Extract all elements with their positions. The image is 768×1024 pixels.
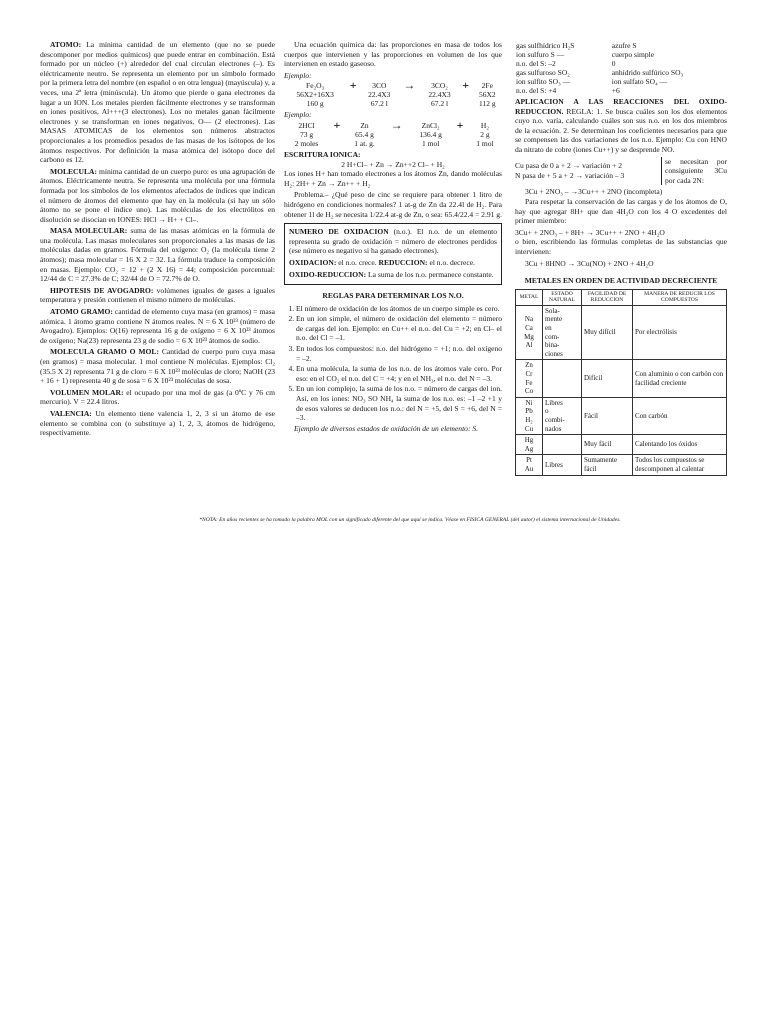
box-oxido-reduccion: OXIDO-REDUCCION: La suma de los n.o. permanece constante. bbox=[289, 269, 494, 279]
variation-block bbox=[515, 157, 727, 186]
variation-brace: se necesitan por consiguiente 3Cu por cada 2N: bbox=[661, 157, 727, 186]
equation-cell: 22.4X3 bbox=[428, 90, 451, 100]
ionica-equation: 2 H+Cl– + Zn → Zn++2 Cl– + H₂ bbox=[341, 159, 445, 169]
ionica-text: Los iones H+ han tomado electrones a los átomos Zn, dando moléculas H₂: 2H+ + Zn → Zn++ + H₂ bbox=[284, 169, 502, 188]
para-conservacion: Para respetar la conservación de las cargas y de los átomos de O, hay que agregar 8H+ que dan 4H₂O con los 4 O excedentes del primer miembro: bbox=[515, 196, 727, 226]
equation-cell bbox=[398, 99, 420, 108]
rule-item: 2. En un ion simple, el número de oxidación del elemento = número de cargas del ion. Ejemplo: en Cu++ el n.o. del Cu = +2; en Cl– el n.o. del Cl = –1. bbox=[296, 314, 502, 343]
metal-cell-metals: Hg Ag bbox=[516, 435, 543, 455]
equation-cell bbox=[459, 99, 473, 108]
problema-paragraph: Problema.– ¿Qué peso de cinc se requiere para obtener 1 litro de hidrógeno en condiciones normales? 1 at-g de Zn da 22.4l de H₂. Para obtener 1l de H₂ se necesita 1/22.4 at-g de Zn, o sea: 65.4/22.4 = 2.91 g. bbox=[284, 190, 502, 219]
equation-table-1 bbox=[284, 78, 502, 109]
box-oxidacion: OXIDACION: el n.o. crece. REDUCCION: el n.o. decrece. bbox=[289, 257, 475, 267]
metal-cell-facilidad: Sumamente fácil bbox=[582, 455, 633, 475]
metal-row bbox=[516, 435, 727, 455]
header-manera: MANERA DE REDUCIR LOS COMPUESTOS bbox=[633, 289, 727, 305]
equation-cell: Zn bbox=[360, 120, 369, 130]
example-2-label: Ejemplo: bbox=[284, 110, 312, 120]
sulfur-row bbox=[515, 77, 727, 86]
variation-n: N pasa de + 5 a + 2 → variación – 3 bbox=[515, 170, 625, 180]
equation-cell bbox=[384, 139, 409, 148]
column-left bbox=[40, 40, 275, 440]
metal-cell-estado bbox=[543, 360, 582, 397]
sulfur-cell: anhídrido sulfúrico SO₃ bbox=[611, 68, 684, 77]
equation-cell bbox=[452, 139, 468, 148]
metal-row bbox=[516, 397, 727, 434]
rule-item: 4. En una molécula, la suma de los n.o. de los átomos vale cero. Por eso: en el CO₂ el n.o. del C = +4; y en el NH₃, el n.o. del N = –3. bbox=[296, 364, 502, 383]
equation-cell: 73 g bbox=[299, 129, 314, 139]
sulfur-row bbox=[515, 50, 727, 59]
ecuacion-intro: Una ecuación química da: las proporciones en masa de todos los cuerpos que intervienen y las proporciones en volumen de los que intervienen en estado gaseoso. bbox=[284, 40, 502, 69]
equation-row bbox=[284, 121, 502, 130]
mol-paragraph: MOLECULA GRAMO O MOL: Cantidad de cuerpo puro cuya masa (en gramos) = masa molecular. 1 mol contiene N moléculas. Ejemplos: Cl₂ (35.5 X 2) representa 71 g de cloro = 6 X 10²³ moléculas de cloro; NaOH (23 + 16 + 1) representa 40 g de sosa = 6 X 10²³ moléculas de sosa. bbox=[40, 347, 275, 386]
sulfur-cell: azufre S bbox=[611, 41, 637, 50]
equation-cell: 56X2+16X3 bbox=[296, 90, 334, 100]
metal-cell-estado: Libres o combi- nados bbox=[543, 397, 582, 434]
molecula-paragraph: MOLECULA: mínima cantidad de un cuerpo puro: es una agrupación de átomos. Eléctricamente neutra. Se representa una molécula por una fórmula formada por los símbolos de los elementos afectados de índices que indican el número de átomos del elemento que hay en la molécula (si hay un sólo átomo no se pone el índice uno). Las moléculas de los electrólitos en disolución se disocian en IONES: HCl → H+ + Cl–. bbox=[40, 166, 275, 224]
sulfur-cell: +6 bbox=[611, 86, 620, 95]
masa-molecular-paragraph: MASA MOLECULAR: suma de las masas atómicas en la fórmula de una molécula. Las masas moleculares son proporcionales a las masas de las moléculas dadas en gramos. Fórmula del oxígeno: O₂ (la molécula tiene 2 átomos); masa molecular = 16 X 2 = 32. La fórmula traduce la composición en masas. Ejemplo: CO₂ = 12 + (2 X 16) = 44; composición porcentual: 12/44 de C = 27.3% de C; 32/44 de O = 72.7% de O. bbox=[40, 226, 275, 284]
equation-cell: 2HCl bbox=[298, 120, 315, 130]
equation-cell bbox=[329, 139, 345, 148]
header-metal: METAL bbox=[516, 289, 543, 305]
rules-list bbox=[284, 304, 502, 423]
equation-cell: 136.4 g bbox=[419, 129, 442, 139]
equation-table-2 bbox=[284, 117, 502, 148]
equation-row bbox=[284, 99, 502, 108]
example-1-label: Ejemplo: bbox=[284, 70, 312, 80]
equation-cell: 56X2 bbox=[478, 90, 496, 100]
metal-cell-facilidad: Muy difícil bbox=[582, 305, 633, 360]
valencia-paragraph: VALENCIA: Un elemento tiene valencia 1, 2, 3 si un átomo de ese elemento se combina con (o substituye a) 1, 2, 3, átomos de hidrógeno, respectivamente. bbox=[40, 408, 275, 438]
equation-row bbox=[284, 139, 502, 148]
equation-cell: 1 mol bbox=[421, 138, 440, 148]
metal-cell-facilidad: Difícil bbox=[582, 360, 633, 397]
rule-item: 5. En un ion complejo, la suma de los n.o. = número de cargas del ion. Así, en los iones: NO₃ SO NH₄ la suma de los n.o. es: –1 –2 +1 y de esos valores se deducen los n.o.: del N = +5, del S = +6, del N = –3. bbox=[296, 384, 502, 422]
equation-cell: 22.4X3 bbox=[368, 90, 391, 100]
rule-item: 1. El número de oxidación de los átomos de un cuerpo simple es cero. bbox=[296, 304, 502, 314]
equation-cell: 67.2 l bbox=[370, 99, 388, 109]
equation-row bbox=[284, 90, 502, 99]
equation-cell: → bbox=[390, 117, 403, 132]
equation-complete: 3Cu + 8HNO → 3Cu(NO) + 2NO + 4H₂O bbox=[525, 258, 654, 268]
atomo-gramo-paragraph: ATOMO GRAMO: cantidad de elemento cuya masa (en gramos) = masa atómica. 1 átomo gramo contiene N átomos reales. N = 6 X 10²³ (número de Avogadro). Ejemplos: O(16) representa 16 g de oxígeno = 6 X 10²³ átomos de oxígeno; Na(23) representa 23 g de sodio = 6 X 10²³ átomos de sodio. bbox=[40, 307, 275, 345]
metal-cell-metals: Zn Cr Fe Co bbox=[516, 360, 543, 397]
variation-cu: Cu pasa de 0 a + 2 → variación + 2 bbox=[515, 161, 623, 171]
sulfur-row bbox=[515, 68, 727, 77]
sulfur-cell: gas sulfuroso SO₂ bbox=[516, 68, 570, 77]
equation-cell: 67.2 l bbox=[430, 99, 449, 109]
equation-cell: 3CO₂ bbox=[431, 81, 448, 91]
equation-cell: 65.4 g bbox=[355, 129, 374, 139]
equation-cell: 3CO bbox=[372, 81, 387, 91]
sulfur-cell: 0 bbox=[611, 59, 616, 68]
metal-cell-manera: Con carbón bbox=[633, 397, 727, 434]
sulfur-cell: n.o. del S: +4 bbox=[516, 86, 557, 95]
column-middle bbox=[284, 40, 502, 435]
equation-cell: 1 mol bbox=[476, 138, 494, 148]
equation-cell: 2 g bbox=[480, 129, 490, 139]
metal-cell-manera: Por electrólisis bbox=[633, 305, 727, 360]
equation-cell bbox=[346, 99, 360, 108]
equation-cell: 2Fe bbox=[481, 81, 493, 91]
sulfur-cell: ion sulfuro S –– bbox=[516, 50, 565, 59]
aplicacion-paragraph: APLICACION A LAS REACCIONES DEL OXIDO-REDUCCION. REGLA: 1. Se busca cuáles son los dos elementos cuyo n.o. varía, calculando cuáles son sus n.o. en los dos miembros de la ecuación. 2. Se determinan los coeficientes necesarios para que se compensen las dos variaciones de los n.o. Ejemplo: Cu con HNO da nitrato de cobre (iones Cu++) y se desprende NO. bbox=[515, 97, 727, 154]
ionica-title: ESCRITURA IONICA: bbox=[284, 149, 361, 159]
volumen-molar-paragraph: VOLUMEN MOLAR: el ocupado por una mol de gas (a 0ºC y 76 cm mercurio). V = 22.4 litros. bbox=[40, 387, 276, 407]
atomo-paragraph: ATOMO: La mínima cantidad de un elemento (que no se puede descomponer por medios químicos) que puede entrar en combinación. Está formado por un núcleo (+) alrededor del cual circulan electrones (–). Es eléctricamente neutro. Se representa un elemento por un símbolo formado por la primera letra del nombre (en español o en otra lengua) (mayúscula) y, a veces, una 2ª letra (minúscula). Un átomo que pierde o gana electrones da lugar a un ION. Los metales pierden fácilmente electrones y se transforman en iones positivos, Al+++(3 electrones). Los no metales ganan fácilmente electrones y se transforman en iones negativos, O–– (2 electrones). Las MASAS ATOMICAS de los elementos son números abstractos proporcionales a los promedios pesados de las masas de los isótopos de los átomos respectivos. Por definición la masa atómica del isótopo doce del carbono es 12. bbox=[40, 40, 275, 165]
metal-cell-facilidad: Muy fácil bbox=[582, 435, 633, 455]
metal-cell-metals: Pt Au bbox=[516, 455, 543, 475]
para-formulas: o bien, escribiendo las fórmulas completas de las substancias que intervienen: bbox=[515, 237, 727, 256]
header-facilidad: FACILIDAD DE REDUCCION bbox=[582, 289, 633, 305]
equation-row bbox=[284, 81, 502, 90]
sulfur-cell: cuerpo simple bbox=[611, 50, 655, 59]
column-right bbox=[515, 40, 727, 476]
metal-cell-manera: Calentando los óxidos bbox=[633, 435, 727, 455]
footnote: *NOTA: En años recientes se ha tomado la palabra MOL con un significado diferente del que aquí se indica. Véase en FISICA GENERAL (del autor) el sistema internacional de Unidades. bbox=[199, 517, 621, 523]
numero-oxidacion-box bbox=[284, 223, 502, 285]
equation-cell: + bbox=[349, 78, 357, 93]
metal-row bbox=[516, 455, 727, 475]
diversos-estados: Ejemplo de diversos estados de oxidación de un elemento: S. bbox=[294, 423, 479, 433]
metal-cell-estado bbox=[543, 435, 582, 455]
sulfur-states-table bbox=[515, 41, 727, 95]
box-definition: NUMERO DE OXIDACION (n.o.). El n.o. de un elemento representa su grado de oxidación = número de electrones perdidos (ese número es negativo si ha ganado electrones). bbox=[289, 227, 498, 256]
metal-row bbox=[516, 360, 727, 397]
metal-cell-manera: Todos los compuestos se descomponen al calentar bbox=[633, 455, 727, 475]
equation-incomplete: 3Cu + 2NO₃ – →3Cu++ + 2NO (incompleta) bbox=[525, 187, 663, 197]
sulfur-row bbox=[515, 59, 727, 68]
metal-cell-manera: Con aluminio o con carbón con facilidad creciente bbox=[633, 360, 727, 397]
metals-table-title: METALES EN ORDEN DE ACTIVIDAD DECRECIENTE bbox=[524, 276, 718, 286]
metal-cell-estado: Libres bbox=[543, 455, 582, 475]
sulfur-cell: ion sulfito SO₃ –– bbox=[516, 77, 571, 86]
equation-cell: ZnCl₂ bbox=[421, 120, 440, 130]
sulfur-cell: gas sulfhídrico H₂S bbox=[516, 41, 575, 50]
equation-cell: Fe₂O₃ bbox=[306, 81, 325, 91]
equation-cell: + bbox=[333, 117, 341, 132]
header-estado: ESTADO NATURAL bbox=[543, 289, 582, 305]
equation-cell: 160 g bbox=[306, 99, 324, 109]
equation-cell: 2 moles bbox=[294, 138, 319, 148]
sulfur-cell: ion sulfato SO₄ –– bbox=[611, 77, 668, 86]
rules-title: REGLAS PARA DETERMINAR LOS N.O. bbox=[322, 291, 464, 301]
metal-cell-facilidad: Fácil bbox=[582, 397, 633, 434]
equation-cell: → bbox=[403, 78, 416, 93]
equation-cell: + bbox=[462, 78, 470, 93]
equation-cell: + bbox=[456, 117, 464, 132]
sulfur-row bbox=[515, 86, 727, 95]
metals-table bbox=[515, 289, 727, 476]
metal-cell-estado: Sola- mente en com- bina- ciones bbox=[543, 305, 582, 360]
sulfur-row bbox=[515, 41, 727, 50]
metal-cell-metals: Na Ca Mg Al bbox=[516, 305, 543, 360]
equation-cell: 1 at. g. bbox=[354, 138, 375, 148]
avogadro-paragraph: HIPOTESIS DE AVOGADRO: volúmenes iguales de gases a iguales temperatura y presión contienen el mismo número de moléculas. bbox=[40, 285, 275, 305]
rule-item: 3. En todos los compuestos: n.o. del hidrógeno = +1; n.o. del oxígeno = –2. bbox=[296, 344, 502, 363]
equation-cell: H₂ bbox=[480, 120, 489, 130]
sulfur-cell: n.o. del S: –2 bbox=[516, 59, 556, 68]
equation-cell: 112 g bbox=[478, 99, 496, 109]
equation-ionic: 3Cu+ + 2NO₃ – + 8H+ → 3Cu++ + 2NO + 4H₂O bbox=[515, 227, 665, 237]
metal-cell-metals: Ni Pb H₂ Cu bbox=[516, 397, 543, 434]
metal-row bbox=[516, 305, 727, 360]
